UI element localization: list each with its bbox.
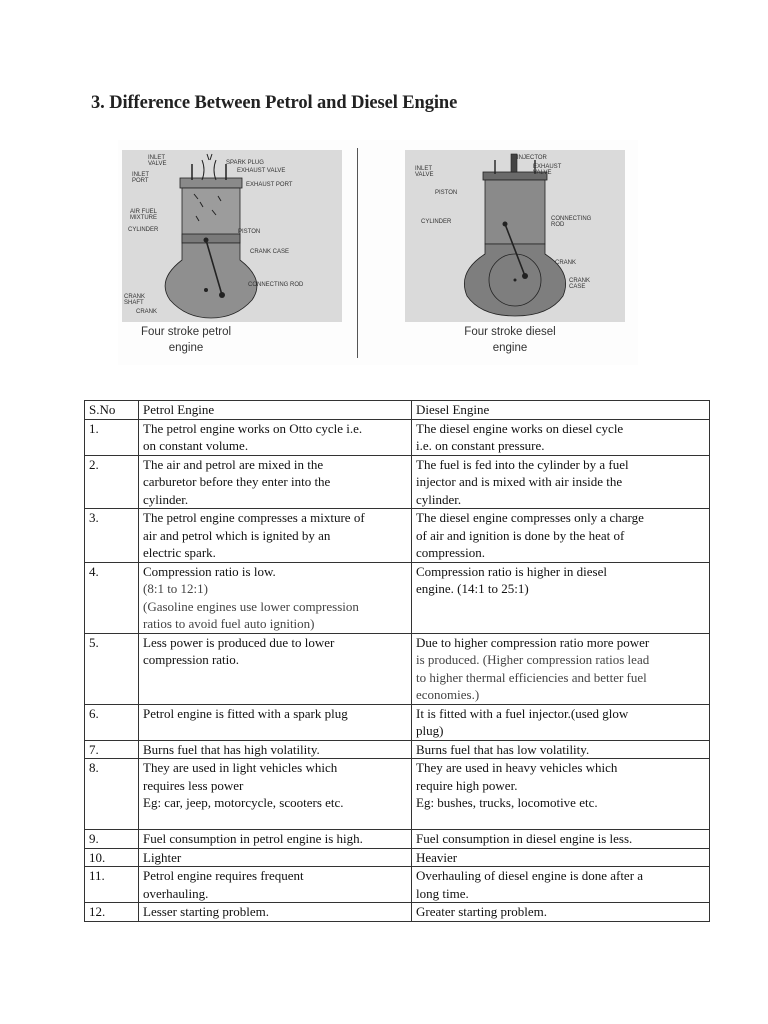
diesel-engine-cell — [412, 830, 710, 849]
petrol-engine-cell — [139, 509, 412, 563]
petrol-cell-line: (Gasoline engines use lower compression — [143, 598, 359, 614]
diesel-cell-line: plug) — [416, 723, 444, 738]
label-injector: INJECTOR — [517, 155, 547, 161]
row-number: 4. — [85, 562, 139, 633]
row-number: 7. — [85, 740, 139, 759]
petrol-engine-cell — [139, 633, 412, 704]
diesel-cell-line: engine. (14:1 to 25:1) — [416, 581, 529, 596]
petrol-cell-line: The petrol engine works on Otto cycle i.e. — [143, 420, 363, 436]
table-row — [85, 848, 710, 867]
diesel-engine-cell — [412, 903, 710, 922]
diesel-cell-line: Due to higher compression ratio more power — [416, 634, 650, 650]
petrol-cell-line: compression ratio. — [143, 652, 240, 667]
label-crank: CRANK — [136, 309, 158, 315]
header-diesel: Diesel Engine — [412, 401, 710, 420]
petrol-engine-cell — [139, 562, 412, 633]
petrol-engine-cell — [139, 419, 412, 455]
table-row — [85, 562, 710, 633]
diesel-cell-line: The fuel is fed into the cylinder by a fuel — [416, 456, 629, 472]
diesel-cell-line: long time. — [416, 885, 469, 901]
svg-text:VALVE: VALVE — [533, 170, 552, 176]
petrol-engine-cell — [139, 867, 412, 903]
table-row — [85, 867, 710, 903]
row-number: 9. — [85, 830, 139, 849]
table-row — [85, 759, 710, 830]
diesel-engine-cell — [412, 848, 710, 867]
diesel-engine-svg — [405, 150, 625, 322]
petrol-engine-cell — [139, 455, 412, 509]
diesel-cell-line: i.e. on constant pressure. — [416, 438, 545, 453]
svg-text:VALVE: VALVE — [148, 161, 167, 167]
diesel-cell-line: to higher thermal efficiencies and better fuel — [416, 669, 647, 685]
label-exhaust-valve: EXHAUST VALVE — [237, 168, 286, 174]
petrol-cell-line: on constant volume. — [143, 438, 249, 453]
label-air-fuel-mixture: AIR FUEL — [130, 209, 158, 215]
table-row — [85, 704, 710, 740]
row-number: 1. — [85, 419, 139, 455]
diesel-engine-cell — [412, 455, 710, 509]
diesel-cell-line: cylinder. — [416, 491, 462, 507]
label-crank: CRANK — [555, 260, 577, 266]
petrol-cell-line: (8:1 to 12:1) — [143, 581, 208, 596]
label-cylinder: CYLINDER — [421, 219, 452, 225]
petrol-engine-svg — [122, 150, 342, 322]
petrol-cell-line: Compression ratio is low. — [143, 563, 276, 579]
label-cylinder: CYLINDER — [128, 227, 159, 233]
table-row — [85, 903, 710, 922]
row-number: 12. — [85, 903, 139, 922]
petrol-engine-cell — [139, 704, 412, 740]
label-connecting-rod: CONNECTING ROD — [248, 282, 304, 288]
petrol-cell-line: Less power is produced due to lower — [143, 634, 335, 650]
petrol-cell-line: Burns fuel that has high volatility. — [143, 741, 320, 757]
diesel-cell-line: economies.) — [416, 687, 480, 702]
diesel-cell-line: injector and is mixed with air inside the — [416, 474, 623, 489]
table-row — [85, 830, 710, 849]
header-sno: S.No — [85, 401, 139, 420]
svg-text:CASE: CASE — [569, 284, 586, 290]
diesel-cell-line: The diesel engine works on diesel cycle — [416, 420, 624, 436]
svg-text:VALVE: VALVE — [415, 172, 434, 178]
table-body — [85, 419, 710, 921]
petrol-engine-cell — [139, 848, 412, 867]
diesel-cell-line: require high power. — [416, 777, 518, 793]
label-piston: PISTON — [238, 229, 261, 235]
label-spark-plug: SPARK PLUG — [226, 160, 264, 166]
diesel-cell-line: Fuel consumption in diesel engine is less. — [416, 831, 633, 846]
diesel-cell-line: is produced. (Higher compression ratios lead — [416, 652, 650, 667]
diesel-cell-line: Eg: bushes, trucks, locomotive etc. — [416, 795, 598, 810]
diesel-cell-line — [416, 812, 705, 830]
diesel-engine-cell — [412, 740, 710, 759]
petrol-engine-cell — [139, 759, 412, 830]
petrol-cell-line: carburetor before they enter into the — [143, 474, 331, 489]
diesel-cell-line: The diesel engine compresses only a charge — [416, 510, 644, 525]
petrol-cell-line — [143, 812, 407, 830]
svg-text:MIXTURE: MIXTURE — [130, 215, 157, 221]
label-crank-case: CRANK — [569, 278, 591, 284]
petrol-cell-line: overhauling. — [143, 885, 209, 901]
label-exhaust-valve: EXHAUST — [533, 164, 562, 170]
row-number: 8. — [85, 759, 139, 830]
diesel-engine-cell — [412, 419, 710, 455]
row-number: 5. — [85, 633, 139, 704]
diesel-cell-line: Heavier — [416, 849, 458, 865]
diesel-engine-cell — [412, 704, 710, 740]
petrol-engine-cell — [139, 830, 412, 849]
petrol-engine-cell — [139, 903, 412, 922]
petrol-cell-line: requires less power — [143, 777, 244, 793]
diesel-cell-line: of air and ignition is done by the heat of — [416, 527, 625, 543]
diesel-engine-cell — [412, 867, 710, 903]
table-row — [85, 455, 710, 509]
svg-text:SHAFT: SHAFT — [124, 300, 144, 306]
header-petrol: Petrol Engine — [139, 401, 412, 420]
row-number: 10. — [85, 848, 139, 867]
svg-text:PORT: PORT — [132, 178, 149, 184]
diesel-cell-line: It is fitted with a fuel injector.(used glow — [416, 705, 629, 721]
petrol-cell-line: Petrol engine is fitted with a spark plug — [143, 705, 348, 721]
label-exhaust-port: EXHAUST PORT — [246, 182, 293, 188]
petrol-cell-line: Lighter — [143, 849, 182, 865]
diesel-engine-cell — [412, 509, 710, 563]
petrol-cell-line: The petrol engine compresses a mixture of — [143, 510, 365, 525]
table-row — [85, 633, 710, 704]
label-crank-shaft: CRANK — [124, 294, 146, 300]
table-row — [85, 419, 710, 455]
row-number: 11. — [85, 867, 139, 903]
label-connecting-rod: CONNECTING — [551, 216, 592, 222]
petrol-cell-line: air and petrol which is ignited by an — [143, 527, 331, 543]
diesel-engine-cell — [412, 562, 710, 633]
petrol-cell-line: ratios to avoid fuel auto ignition) — [143, 616, 315, 631]
diesel-cell-line: Greater starting problem. — [416, 904, 548, 919]
diesel-engine-cell — [412, 759, 710, 830]
row-number: 3. — [85, 509, 139, 563]
petrol-cell-line: electric spark. — [143, 545, 216, 560]
diesel-engine-diagram — [405, 150, 625, 322]
petrol-engine-cell — [139, 740, 412, 759]
diesel-cell-line: compression. — [416, 545, 485, 560]
table-row — [85, 509, 710, 563]
petrol-cell-line: Eg: car, jeep, motorcycle, scooters etc. — [143, 795, 344, 810]
petrol-cell-line: cylinder. — [143, 491, 189, 507]
figure-divider — [357, 148, 358, 358]
petrol-cell-line: The air and petrol are mixed in the — [143, 456, 324, 472]
label-inlet-port: INLET — [132, 172, 150, 178]
label-piston: PISTON — [435, 190, 458, 196]
diesel-cell-line: They are used in heavy vehicles which — [416, 760, 618, 775]
table-row — [85, 740, 710, 759]
petrol-engine-caption: Four stroke petrol engine — [140, 326, 232, 354]
petrol-cell-line: They are used in light vehicles which — [143, 760, 338, 775]
label-crank-case: CRANK CASE — [250, 249, 290, 255]
petrol-cell-line: Petrol engine requires frequent — [143, 868, 304, 883]
petrol-engine-diagram — [122, 150, 342, 322]
diesel-engine-caption: Four stroke diesel engine — [464, 326, 556, 354]
petrol-cell-line: Lesser starting problem. — [143, 904, 269, 919]
petrol-cell-line: Fuel consumption in petrol engine is high. — [143, 831, 363, 846]
diesel-cell-line: Overhauling of diesel engine is done after a — [416, 868, 644, 883]
svg-text:ROD: ROD — [551, 222, 565, 228]
row-number: 2. — [85, 455, 139, 509]
label-inlet-valve: INLET — [148, 155, 166, 161]
comparison-table — [84, 400, 710, 922]
diesel-cell-line: Burns fuel that has low volatility. — [416, 741, 590, 757]
diesel-engine-cell — [412, 633, 710, 704]
row-number: 6. — [85, 704, 139, 740]
table-header-row — [85, 401, 710, 420]
diesel-cell-line: Compression ratio is higher in diesel — [416, 563, 608, 579]
page-title: 3. Difference Between Petrol and Diesel Engine — [91, 93, 458, 113]
label-inlet-valve: INLET — [415, 166, 433, 172]
